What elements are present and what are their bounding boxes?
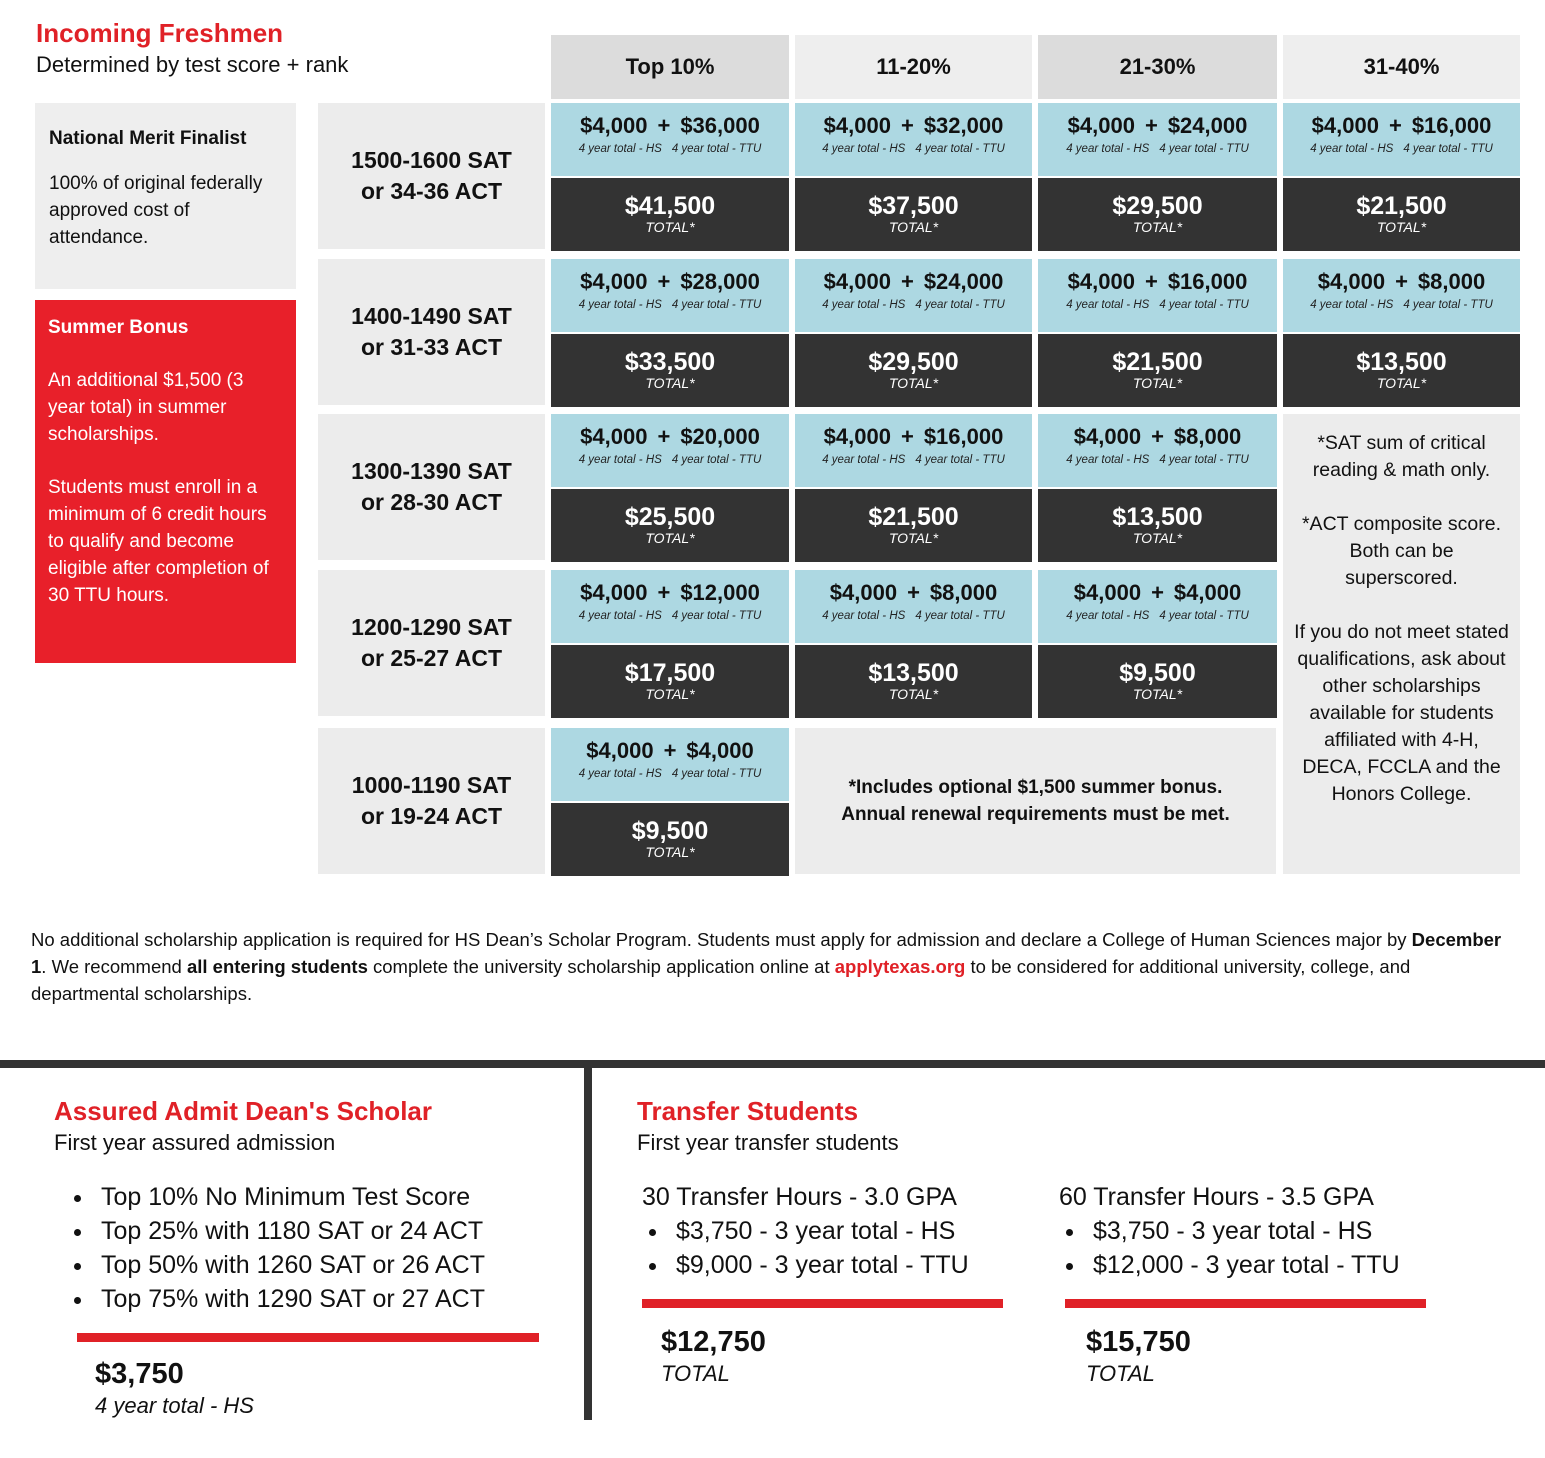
plus-sign: + <box>1395 269 1408 294</box>
scholarship-breakdown-cell <box>1038 103 1277 176</box>
other-scholarships-note: If you do not meet stated qualifications, ask about other scholarships available for students affiliated with 4-H, DECA, FCCLA and the Honors College. <box>1294 621 1509 805</box>
row-label-1200-1290: 1200-1290 SAT or 25-27 ACT <box>318 570 545 716</box>
national-merit-box <box>35 103 296 289</box>
assured-red-rule <box>77 1333 539 1342</box>
plus-sign: + <box>657 580 671 605</box>
total-label: TOTAL* <box>888 375 939 391</box>
hs-amount: $4,000 <box>823 113 891 138</box>
scholarship-breakdown-cell <box>1038 259 1277 332</box>
scholarship-total-cell <box>795 489 1032 562</box>
row-label-1300-1390: 1300-1390 SAT or 28-30 ACT <box>318 414 545 560</box>
hs-amount-label: 4 year total - HS <box>822 143 906 155</box>
ttu-amount: $8,000 <box>1417 269 1486 294</box>
total-label: TOTAL* <box>645 686 695 702</box>
plus-sign: + <box>663 738 677 763</box>
total-amount: $13,500 <box>868 659 959 687</box>
scholarship-total-cell <box>795 178 1032 251</box>
hs-amount: $4,000 <box>1067 269 1135 294</box>
hs-amount: $4,000 <box>580 269 648 294</box>
column-header-11-20: 11-20% <box>795 35 1032 99</box>
row-label-1400-1490: 1400-1490 SAT or 31-33 ACT <box>318 259 545 405</box>
summer-bonus-text-1: An additional $1,500 (3 year total) in summer scholarships. <box>48 370 244 445</box>
list-item: • Top 50% with 1260 SAT or 26 ACT <box>95 1248 567 1282</box>
summer-bonus-text-2: Students must enroll in a minimum of 6 credit hours to qualify and become eligible after completion of 30 TTU hours. <box>48 477 269 606</box>
ttu-amount-label: 4 year total - TTU <box>671 610 762 622</box>
total-amount: $13,500 <box>1112 503 1203 531</box>
ttu-amount-label: 4 year total - TTU <box>1159 299 1249 311</box>
plus-sign: + <box>900 424 914 449</box>
hs-amount-label: 4 year total - HS <box>1310 143 1394 155</box>
scholarship-breakdown-cell <box>551 570 789 643</box>
total-amount: $25,500 <box>624 503 716 531</box>
assured-total: $3,750 <box>95 1358 184 1390</box>
hs-amount-label: 4 year total - HS <box>1310 299 1394 311</box>
ttu-amount-label: 4 year total - TTU <box>915 454 1005 466</box>
transfer-total-2: $15,750 <box>1086 1326 1191 1358</box>
ttu-amount: $36,000 <box>680 113 760 138</box>
total-amount: $9,500 <box>631 817 709 845</box>
act-note: *ACT composite score. Both can be superscored. <box>1301 513 1502 589</box>
plus-sign: + <box>657 113 671 138</box>
transfer-group-heading: 30 Transfer Hours - 3.0 GPA <box>642 1183 957 1211</box>
hs-amount: $4,000 <box>580 113 648 138</box>
assured-subtitle: First year assured admission <box>54 1130 336 1155</box>
freshmen-title: Incoming Freshmen <box>36 18 284 48</box>
total-label: TOTAL* <box>888 530 939 546</box>
scholarship-total-cell <box>1038 334 1277 407</box>
ttu-amount-label: 4 year total - TTU <box>915 610 1005 622</box>
ttu-amount: $12,000 <box>680 580 760 605</box>
ttu-amount-label: 4 year total - TTU <box>671 143 762 155</box>
scholarship-breakdown-cell <box>795 414 1032 487</box>
ttu-amount-label: 4 year total - TTU <box>1159 143 1249 155</box>
assured-total-label: 4 year total - HS <box>95 1393 254 1418</box>
scholarship-total-cell <box>551 334 789 407</box>
transfer-group-60-hours <box>1059 1180 1479 1282</box>
ttu-amount-label: 4 year total - TTU <box>1159 610 1249 622</box>
hs-amount-label: 4 year total - HS <box>578 143 662 155</box>
plus-sign: + <box>1388 113 1402 138</box>
total-label: TOTAL* <box>1132 219 1183 235</box>
national-merit-text: 100% of original federally approved cost of attendance. <box>49 173 263 248</box>
plus-sign: + <box>657 424 671 449</box>
transfer-red-rule-2 <box>1065 1299 1426 1308</box>
list-item: • $9,000 - 3 year total - TTU <box>670 1248 1042 1282</box>
ttu-amount-label: 4 year total - TTU <box>915 299 1005 311</box>
plus-sign: + <box>1144 269 1158 294</box>
total-amount: $21,500 <box>868 503 959 531</box>
scholarship-total-cell <box>1038 645 1277 718</box>
transfer-title: Transfer Students <box>637 1096 859 1126</box>
total-label: TOTAL* <box>645 530 695 546</box>
total-label: TOTAL* <box>645 375 695 391</box>
hs-amount-label: 4 year total - HS <box>578 610 662 622</box>
total-amount: $21,500 <box>1356 192 1447 220</box>
ttu-amount: $4,000 <box>686 738 754 763</box>
freshmen-subtitle: Determined by test score + rank <box>36 52 349 77</box>
total-label: TOTAL* <box>645 844 695 860</box>
ttu-amount: $4,000 <box>1173 580 1242 605</box>
column-header-top-10: Top 10% <box>551 35 789 99</box>
total-amount: $21,500 <box>1112 348 1203 376</box>
hs-amount-label: 4 year total - HS <box>578 454 662 466</box>
national-merit-heading: National Merit Finalist <box>49 128 247 149</box>
total-label: TOTAL* <box>888 219 939 235</box>
transfer-group-heading: 60 Transfer Hours - 3.5 GPA <box>1059 1183 1374 1211</box>
hs-amount: $4,000 <box>823 269 891 294</box>
hs-amount-label: 4 year total - HS <box>1066 143 1150 155</box>
list-item: • $12,000 - 3 year total - TTU <box>1087 1248 1479 1282</box>
total-label: TOTAL* <box>1132 686 1183 702</box>
hs-amount: $4,000 <box>823 424 891 449</box>
row-label-1000-1190: 1000-1190 SAT or 19-24 ACT <box>318 728 545 874</box>
ttu-amount: $24,000 <box>1167 113 1248 138</box>
scholarship-total-cell <box>1283 178 1520 251</box>
total-amount: $29,500 <box>868 348 959 376</box>
summer-bonus-footnote: *Includes optional $1,500 summer bonus. Annual renewal requirements must be met. <box>795 728 1276 874</box>
qualification-notes <box>1283 414 1520 874</box>
scholarship-breakdown-cell <box>1283 103 1520 176</box>
list-item: • $3,750 - 3 year total - HS <box>1087 1214 1479 1248</box>
summer-bonus-heading: Summer Bonus <box>48 317 189 338</box>
ttu-amount-label: 4 year total - TTU <box>1403 299 1493 311</box>
scholarship-breakdown-cell <box>551 414 789 487</box>
column-header-21-30: 21-30% <box>1038 35 1277 99</box>
plus-sign: + <box>900 113 914 138</box>
transfer-group-30-hours <box>642 1180 1042 1282</box>
ttu-amount-label: 4 year total - TTU <box>915 143 1005 155</box>
summer-bonus-box <box>35 300 296 663</box>
hs-amount: $4,000 <box>580 424 648 449</box>
ttu-amount: $28,000 <box>680 269 760 294</box>
transfer-red-rule-1 <box>642 1299 1003 1308</box>
section-divider-horizontal <box>0 1060 1545 1068</box>
scholarship-total-cell <box>551 645 789 718</box>
total-amount: $13,500 <box>1356 348 1447 376</box>
scholarship-total-cell <box>795 645 1032 718</box>
hs-amount-label: 4 year total - HS <box>578 768 662 780</box>
assured-title: Assured Admit Dean's Scholar <box>54 1096 432 1126</box>
transfer-total-label-2: TOTAL <box>1086 1361 1155 1386</box>
ttu-amount: $32,000 <box>923 113 1004 138</box>
ttu-amount-label: 4 year total - TTU <box>1403 143 1493 155</box>
scholarship-breakdown-cell <box>551 259 789 332</box>
scholarship-total-cell <box>1283 334 1520 407</box>
list-item: • $3,750 - 3 year total - HS <box>670 1214 1042 1248</box>
scholarship-total-cell <box>551 803 789 876</box>
scholarship-total-cell <box>551 489 789 562</box>
hs-amount: $4,000 <box>1073 580 1142 605</box>
section-divider-vertical <box>584 1068 592 1420</box>
ttu-amount: $24,000 <box>923 269 1004 294</box>
total-amount: $17,500 <box>624 659 716 687</box>
hs-amount-label: 4 year total - HS <box>822 299 906 311</box>
hs-amount-label: 4 year total - HS <box>578 299 662 311</box>
ttu-amount-label: 4 year total - TTU <box>1159 454 1249 466</box>
hs-amount-label: 4 year total - HS <box>822 610 906 622</box>
total-label: TOTAL* <box>1132 375 1183 391</box>
ttu-amount: $8,000 <box>929 580 998 605</box>
total-label: TOTAL* <box>1376 219 1427 235</box>
plus-sign: + <box>1144 113 1158 138</box>
hs-amount: $4,000 <box>1067 113 1135 138</box>
ttu-amount-label: 4 year total - TTU <box>671 768 762 780</box>
hs-amount: $4,000 <box>829 580 898 605</box>
ttu-amount: $16,000 <box>1167 269 1248 294</box>
ttu-amount: $20,000 <box>680 424 760 449</box>
scholarship-total-cell <box>795 334 1032 407</box>
row-label-1500-1600: 1500-1600 SAT or 34-36 ACT <box>318 103 545 249</box>
ttu-amount: $16,000 <box>923 424 1004 449</box>
column-header-31-40: 31-40% <box>1283 35 1520 99</box>
hs-amount: $4,000 <box>580 580 648 605</box>
scholarship-total-cell <box>551 178 789 251</box>
scholarship-total-cell <box>1038 489 1277 562</box>
scholarship-breakdown-cell <box>795 103 1032 176</box>
applytexas-link[interactable]: applytexas.org <box>834 956 966 977</box>
plus-sign: + <box>1151 424 1164 449</box>
transfer-total-1: $12,750 <box>661 1326 766 1358</box>
hs-amount: $4,000 <box>1311 113 1379 138</box>
scholarship-breakdown-cell <box>795 259 1032 332</box>
application-info-paragraph: No additional scholarship application is required for HS Dean’s Scholar Program. Students must apply for admission and declare a College of Human Sciences major by December 1. We recommend all entering students complete the university scholarship application online at applytexas.org to be considered for additional university, college, and departmental scholarships. <box>31 929 1502 1004</box>
hs-amount: $4,000 <box>1073 424 1142 449</box>
total-label: TOTAL* <box>888 686 939 702</box>
total-amount: $9,500 <box>1119 659 1196 687</box>
hs-amount-label: 4 year total - HS <box>822 454 906 466</box>
total-amount: $33,500 <box>624 348 716 376</box>
scholarship-total-cell <box>1038 178 1277 251</box>
scholarship-breakdown-cell <box>1038 414 1277 487</box>
total-amount: $41,500 <box>624 192 716 220</box>
ttu-amount-label: 4 year total - TTU <box>671 299 762 311</box>
scholarship-breakdown-cell <box>551 728 789 801</box>
hs-amount: $4,000 <box>1317 269 1386 294</box>
total-amount: $29,500 <box>1112 192 1203 220</box>
hs-amount: $4,000 <box>586 738 654 763</box>
ttu-amount-label: 4 year total - TTU <box>671 454 762 466</box>
plus-sign: + <box>900 269 914 294</box>
total-label: TOTAL* <box>1132 530 1183 546</box>
scholarship-breakdown-cell <box>1283 259 1520 332</box>
list-item: • Top 10% No Minimum Test Score <box>95 1180 567 1214</box>
transfer-total-label-1: TOTAL <box>661 1361 730 1386</box>
scholarship-breakdown-cell <box>551 103 789 176</box>
list-item: • Top 25% with 1180 SAT or 24 ACT <box>95 1214 567 1248</box>
list-item: • Top 75% with 1290 SAT or 27 ACT <box>95 1282 567 1316</box>
total-label: TOTAL* <box>1376 375 1427 391</box>
total-label: TOTAL* <box>645 219 695 235</box>
ttu-amount: $8,000 <box>1173 424 1242 449</box>
plus-sign: + <box>657 269 671 294</box>
assured-criteria-list <box>67 1180 567 1316</box>
hs-amount-label: 4 year total - HS <box>1066 610 1150 622</box>
sat-note: *SAT sum of critical reading & math only. <box>1312 432 1491 481</box>
total-amount: $37,500 <box>868 192 959 220</box>
plus-sign: + <box>907 580 920 605</box>
hs-amount-label: 4 year total - HS <box>1066 454 1150 466</box>
transfer-subtitle: First year transfer students <box>637 1130 899 1155</box>
plus-sign: + <box>1151 580 1164 605</box>
scholarship-breakdown-cell <box>1038 570 1277 643</box>
hs-amount-label: 4 year total - HS <box>1066 299 1150 311</box>
ttu-amount: $16,000 <box>1411 113 1492 138</box>
scholarship-breakdown-cell <box>795 570 1032 643</box>
